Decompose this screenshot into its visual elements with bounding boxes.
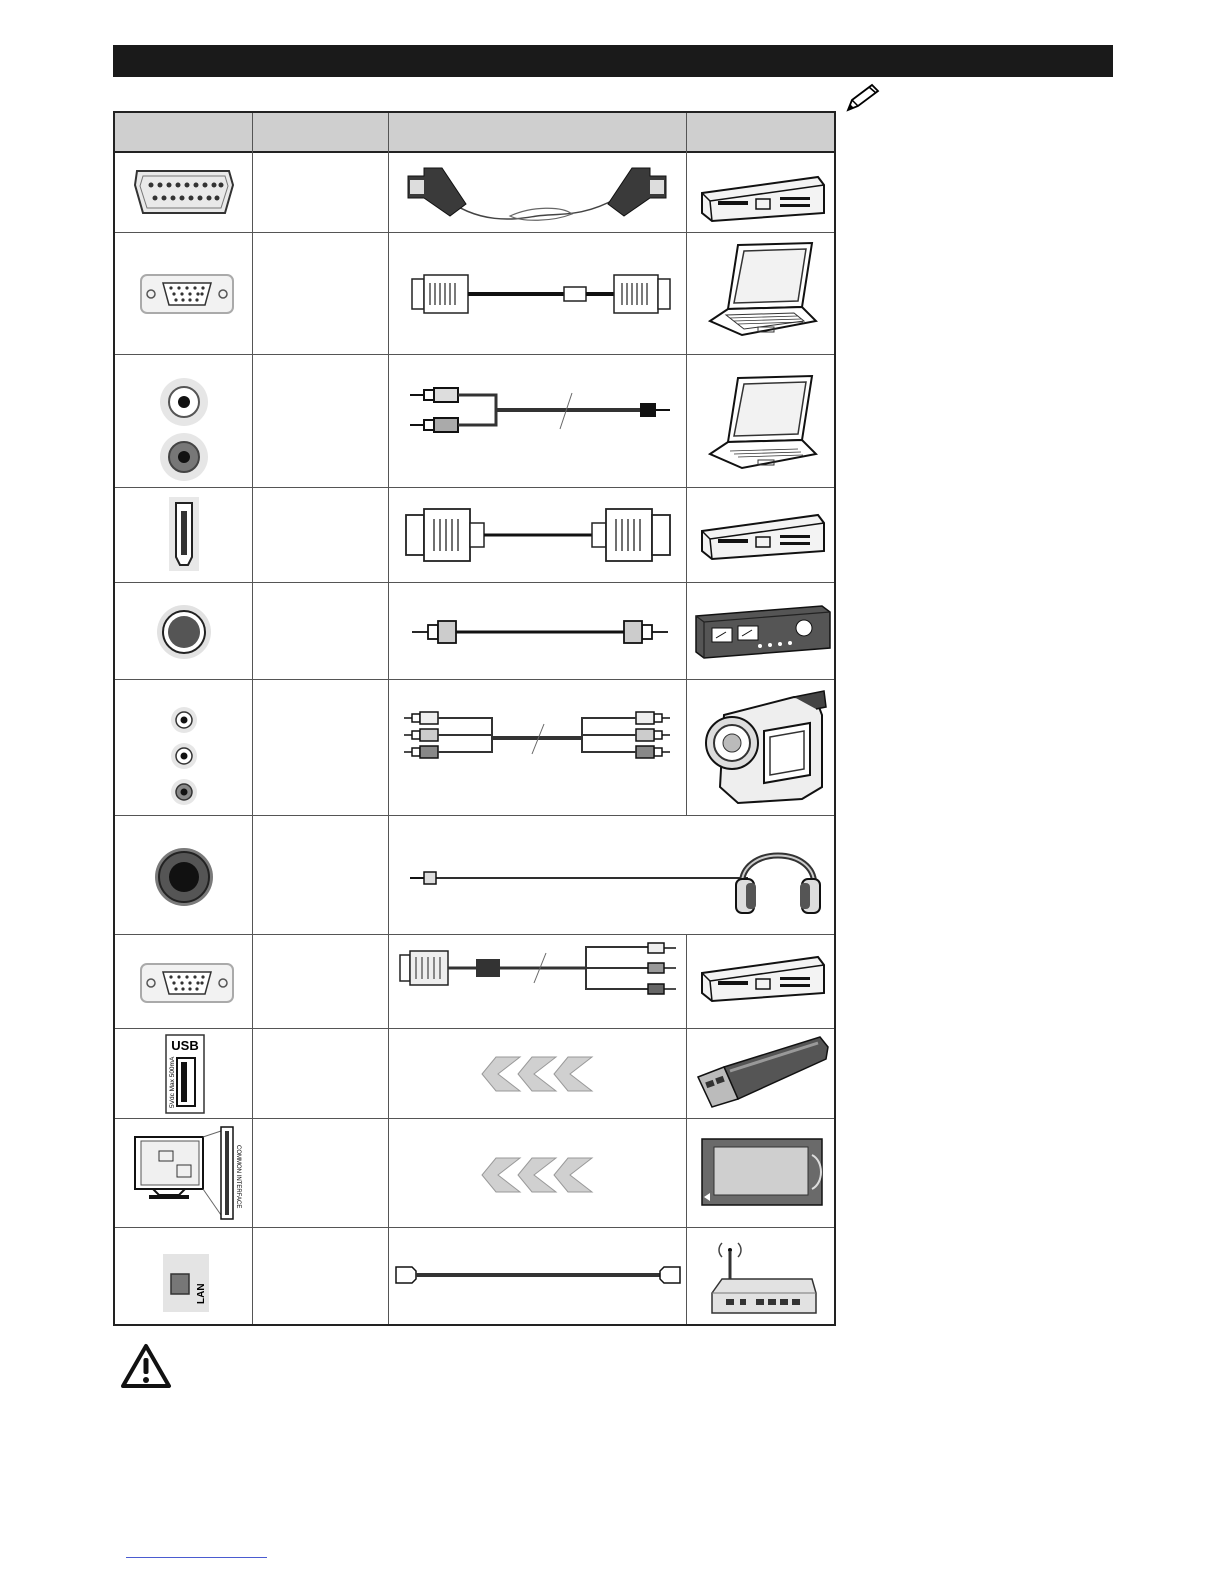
- laptop-icon: [708, 241, 818, 337]
- vga-cable-icon: [408, 271, 672, 317]
- amplifier-icon: [694, 604, 832, 660]
- warning-icon: [119, 1342, 173, 1392]
- pc-audio-jacks-icon: [155, 375, 213, 483]
- coax-audio-cable-icon: [408, 615, 672, 649]
- vga-port-icon: [139, 271, 235, 317]
- usb-max-label: 5Vdc Max 500mA: [169, 1056, 176, 1108]
- dvd-player-icon: [700, 955, 826, 1003]
- camcorder-icon: [698, 687, 830, 807]
- dvd-player-icon: [700, 175, 826, 223]
- ethernet-cable-icon: [392, 1261, 684, 1289]
- av-rca-cable-icon: [402, 708, 672, 768]
- usb-port-icon: [165, 1034, 205, 1114]
- insert-arrows-icon: [480, 1156, 594, 1194]
- footnote-link-underline: [126, 1557, 267, 1558]
- rca-to-minijack-cable-icon: [408, 383, 672, 439]
- hdmi-port-icon: [167, 495, 201, 573]
- vga-to-component-cable-icon: [396, 939, 678, 1005]
- wireless-router-icon: [708, 1237, 818, 1319]
- ci-slot-icon: [131, 1123, 251, 1223]
- usb-stick-icon: [694, 1033, 830, 1109]
- usb-label: USB: [171, 1038, 199, 1053]
- cam-module-icon: [700, 1137, 826, 1207]
- pencil-note-icon: [842, 82, 882, 114]
- scart-cable-icon: [402, 158, 672, 230]
- spdif-coax-jack-icon: [155, 603, 213, 661]
- dvd-player-icon: [700, 513, 826, 561]
- header-bar: [113, 45, 1113, 77]
- insert-arrows-icon: [480, 1055, 594, 1093]
- table-header: [115, 113, 834, 153]
- hdmi-cable-icon: [402, 505, 672, 565]
- lan-label: LAN: [196, 1283, 207, 1304]
- connections-table: [113, 111, 836, 1326]
- av-side-jacks-icon: [169, 705, 199, 809]
- lan-port-icon: [161, 1252, 211, 1314]
- headphones-icon: [732, 831, 824, 921]
- laptop-icon: [708, 374, 818, 470]
- ypbpr-vga-port-icon: [139, 960, 235, 1006]
- scart-port-icon: [129, 165, 239, 219]
- ci-slot-label: COMMON INTERFACE: [235, 1145, 241, 1209]
- headphone-cable-icon: [408, 865, 750, 891]
- headphone-jack-icon: [153, 846, 215, 908]
